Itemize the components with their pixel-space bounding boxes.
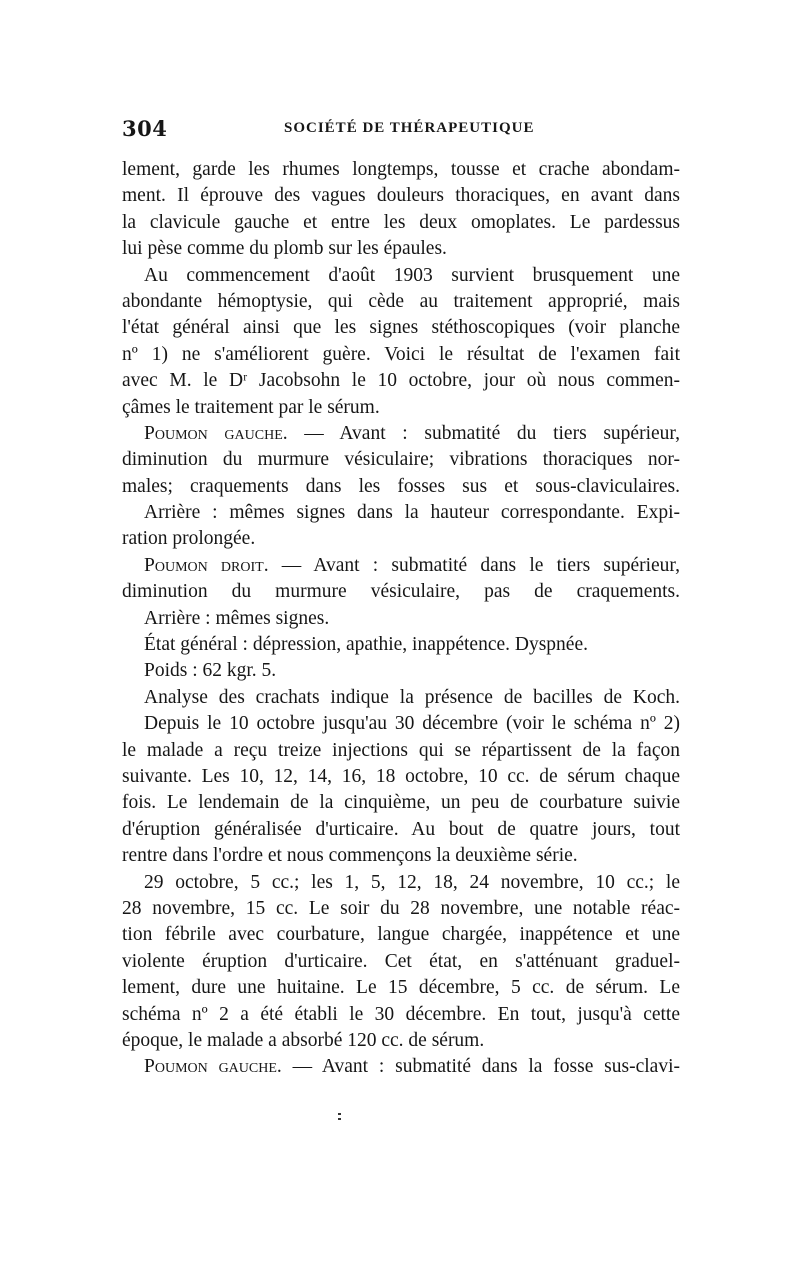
printing-speck	[338, 1113, 341, 1120]
text-line: Arrière : mêmes signes.	[144, 607, 330, 629]
text-line: violente éruption d'urticaire. Cet état, en s'atténuant graduel-	[122, 950, 680, 972]
text-line: d'éruption généralisée d'urticaire. Au bout de quatre jours, tout	[122, 818, 680, 840]
text-line: abondante hémoptysie, qui cède au traitement approprié, mais	[122, 290, 680, 312]
text-line: l'état général ainsi que les signes stéthoscopiques (voir planche	[122, 317, 680, 339]
text-line: lement, dure une huitaine. Le 15 décembre, 5 cc. de sérum. Le	[122, 977, 680, 999]
running-head: SOCIÉTÉ DE THÉRAPEUTIQUE	[284, 120, 535, 136]
section-heading-line: Poumon gauche. — Avant : submatité dans la fosse sus-clavi-	[144, 1056, 680, 1078]
page-number: 304	[122, 116, 168, 141]
text-line: 28 novembre, 15 cc. Le soir du 28 novembre, une notable réac-	[122, 897, 680, 919]
text-line: avec M. le Dʳ Jacobsohn le 10 octobre, jour où nous commen-	[122, 370, 680, 392]
text-line: schéma nº 2 a été établi le 30 décembre. En tout, jusqu'à cette	[122, 1003, 680, 1025]
text-line: époque, le malade a absorbé 120 cc. de sérum.	[122, 1029, 485, 1051]
section-heading-line: Poumon droit. — Avant : submatité dans le tiers supérieur,	[144, 554, 680, 576]
text-line: État général : dépression, apathie, inappétence. Dyspnée.	[144, 634, 588, 656]
body-text	[122, 157, 680, 1081]
text-line: rentre dans l'ordre et nous commençons la deuxième série.	[122, 845, 578, 867]
text-line: nº 1) ne s'améliorent guère. Voici le résultat de l'examen fait	[122, 343, 680, 365]
page-header	[122, 116, 680, 146]
text-line: ration prolongée.	[122, 528, 256, 550]
text-line: fois. Le lendemain de la cinquième, un peu de courbature suivie	[122, 792, 680, 814]
text-line: ment. Il éprouve des vagues douleurs thoraciques, en avant dans	[122, 185, 680, 207]
text-line: la clavicule gauche et entre les deux omoplates. Le pardessus	[122, 211, 680, 233]
text-line: Au commencement d'août 1903 survient brusquement une	[144, 264, 680, 286]
text-line: Arrière : mêmes signes dans la hauteur correspondante. Expi-	[144, 502, 680, 524]
section-heading-line: Poumon gauche. — Avant : submatité du tiers supérieur,	[144, 422, 680, 444]
text-line: Poids : 62 kgr. 5.	[144, 660, 277, 682]
text-line: lui pèse comme du plomb sur les épaules.	[122, 238, 447, 260]
text-line: suivante. Les 10, 12, 14, 16, 18 octobre, 10 cc. de sérum chaque	[122, 765, 680, 787]
text-line: males; craquements dans les fosses sus et sous-claviculaires.	[122, 475, 680, 497]
text-line: tion fébrile avec courbature, langue chargée, inappétence et une	[122, 924, 680, 946]
text-line: Depuis le 10 octobre jusqu'au 30 décembre (voir le schéma nº 2)	[144, 713, 680, 735]
text-line: Analyse des crachats indique la présence de bacilles de Koch.	[144, 686, 680, 708]
text-line: diminution du murmure vésiculaire, pas de craquements.	[122, 581, 680, 603]
text-line: çâmes le traitement par le sérum.	[122, 396, 380, 418]
text-line: le malade a reçu treize injections qui se répartissent de la façon	[122, 739, 680, 761]
text-line: diminution du murmure vésiculaire; vibrations thoraciques nor-	[122, 449, 680, 471]
text-line: lement, garde les rhumes longtemps, tousse et crache abondam-	[122, 159, 680, 180]
text-line: 29 octobre, 5 cc.; les 1, 5, 12, 18, 24 novembre, 10 cc.; le	[144, 871, 680, 893]
